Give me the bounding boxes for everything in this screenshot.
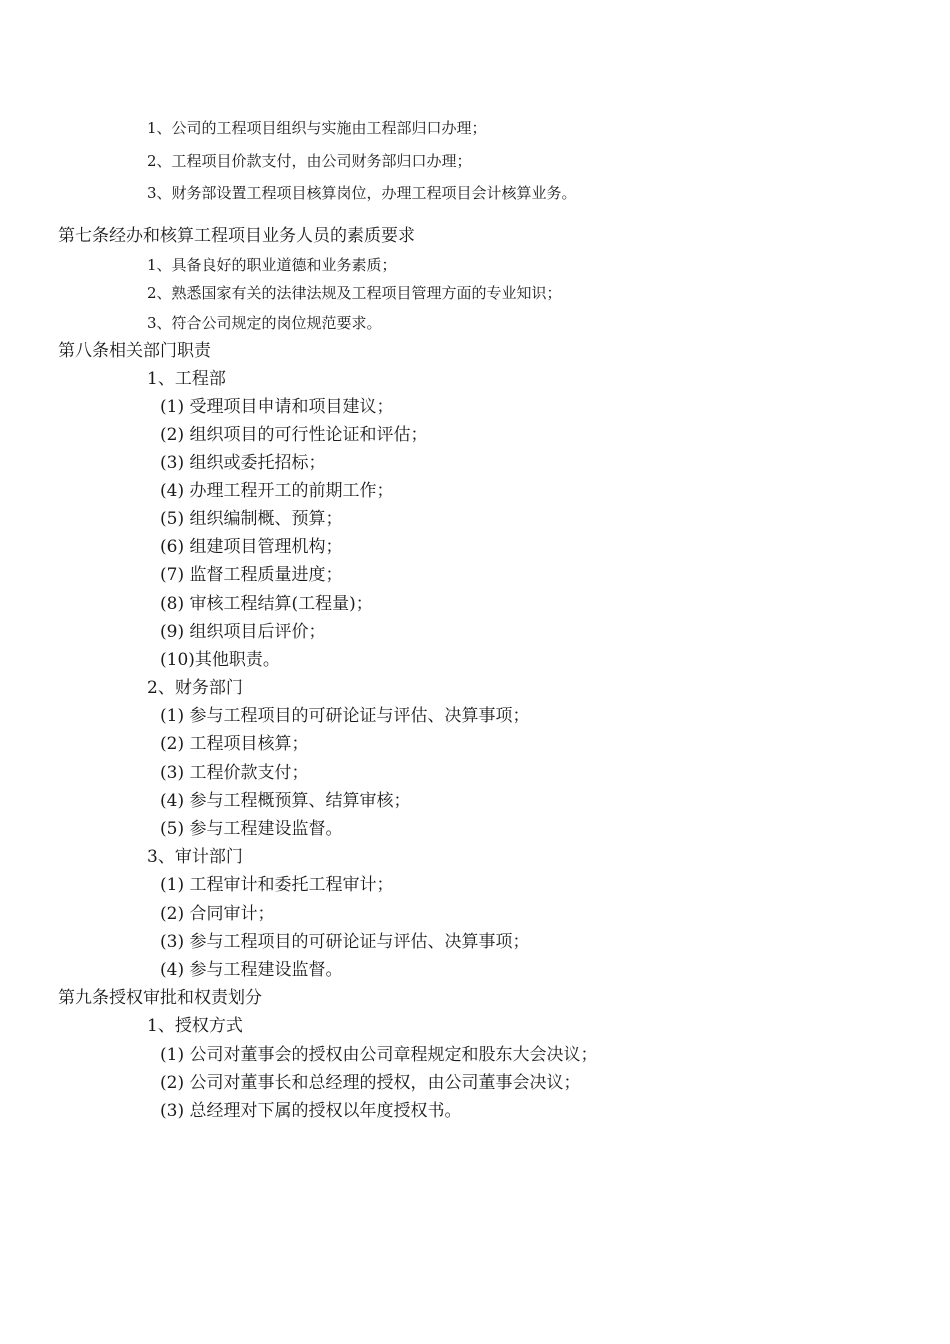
list-item: (4) 参与工程概预算、结算审核； (160, 791, 411, 811)
list-item: (4) 参与工程建设监督。 (160, 960, 343, 980)
section-heading-audit: 3、审计部门 (147, 847, 243, 867)
list-item: (3) 工程价款支付； (160, 763, 309, 783)
list-item: (2) 合同审计； (160, 904, 275, 924)
article-7-title: 第七条经办和核算工程项目业务人员的素质要求 (58, 226, 415, 246)
list-item: 3、符合公司规定的岗位规范要求。 (147, 314, 382, 332)
list-item: (1) 公司对董事会的授权由公司章程规定和股东大会决议； (160, 1045, 598, 1065)
list-item: (2) 组织项目的可行性论证和评估； (160, 425, 428, 445)
list-item: (3) 参与工程项目的可研论证与评估、决算事项； (160, 932, 530, 952)
list-item: (1) 工程审计和委托工程审计； (160, 875, 394, 895)
list-item: (1) 受理项目申请和项目建议； (160, 397, 394, 417)
list-item: (3) 组织或委托招标； (160, 453, 326, 473)
list-item: (2) 公司对董事长和总经理的授权，由公司董事会决议； (160, 1073, 581, 1093)
list-item: (4) 办理工程开工的前期工作； (160, 481, 394, 501)
list-item: 1、具备良好的职业道德和业务素质； (147, 256, 397, 274)
article-8-title: 第八条相关部门职责 (58, 341, 211, 361)
section-heading-engineering: 1、工程部 (147, 369, 226, 389)
list-item: (2) 工程项目核算； (160, 734, 309, 754)
list-item: (10)其他职责。 (160, 650, 280, 670)
list-item: (5) 参与工程建设监督。 (160, 819, 343, 839)
article-9-title: 第九条授权审批和权责划分 (58, 988, 262, 1008)
list-item: (9) 组织项目后评价； (160, 622, 326, 642)
list-item: (7) 监督工程质量进度； (160, 565, 343, 585)
list-item: (8) 审核工程结算(工程量)； (160, 594, 373, 614)
list-item: (1) 参与工程项目的可研论证与评估、决算事项； (160, 706, 530, 726)
list-item: 2、熟悉国家有关的法律法规及工程项目管理方面的专业知识； (147, 284, 562, 302)
paragraph-item: 1、公司的工程项目组织与实施由工程部归口办理； (147, 119, 487, 137)
list-item: (6) 组建项目管理机构； (160, 537, 343, 557)
paragraph-item: 2、工程项目价款支付，由公司财务部归口办理； (147, 152, 472, 170)
list-item: (5) 组织编制概、预算； (160, 509, 343, 529)
paragraph-item: 3、财务部设置工程项目核算岗位，办理工程项目会计核算业务。 (147, 184, 577, 202)
list-item: (3) 总经理对下属的授权以年度授权书。 (160, 1101, 462, 1121)
section-heading-authorization: 1、授权方式 (147, 1016, 243, 1036)
section-heading-finance: 2、财务部门 (147, 678, 243, 698)
